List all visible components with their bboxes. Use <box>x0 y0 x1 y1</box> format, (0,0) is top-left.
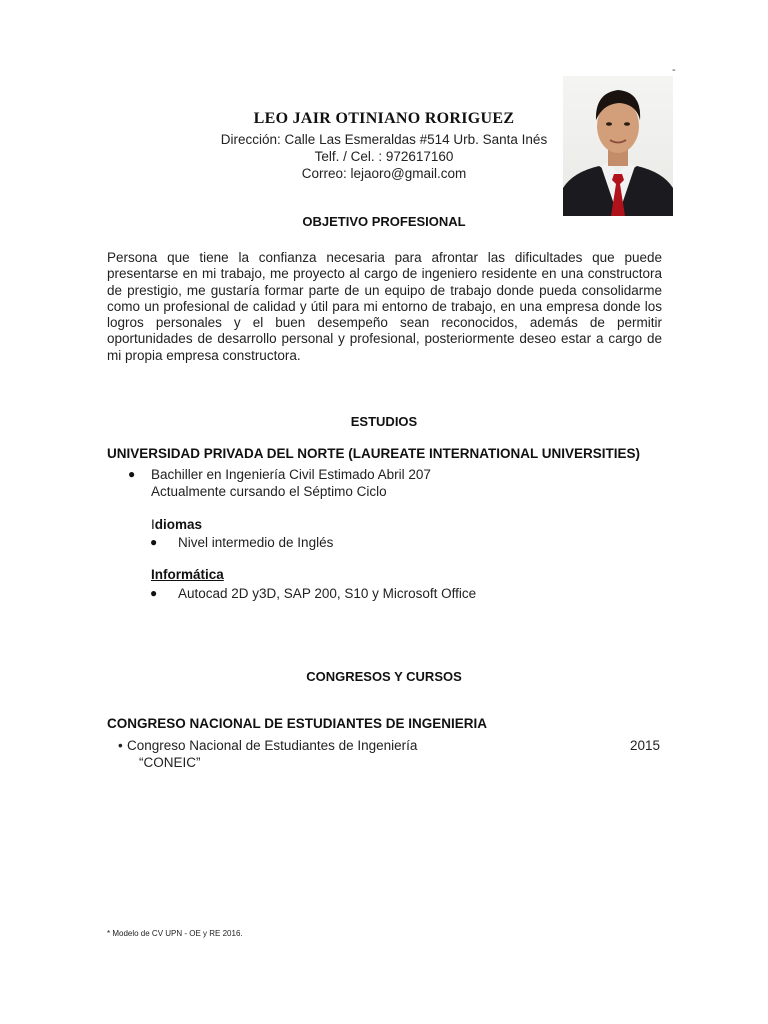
objective-title: OBJETIVO PROFESIONAL <box>302 214 466 229</box>
bullet-icon: ● <box>150 535 158 549</box>
congress-event-title: CONGRESO NACIONAL DE ESTUDIANTES DE INGENIERIA <box>107 716 488 731</box>
congress-item-name: Congreso Nacional de Estudiantes de Ingeniería <box>127 738 418 753</box>
degree-item <box>151 466 431 500</box>
congress-item <box>127 737 417 771</box>
contact-header <box>200 110 568 182</box>
languages-title <box>151 517 202 532</box>
degree-line: Bachiller en Ingeniería Civil Estimado Abril 207 <box>151 467 431 482</box>
footnote: * Modelo de CV UPN - OE y RE 2016. <box>107 929 243 938</box>
university-name: UNIVERSIDAD PRIVADA DEL NORTE (LAUREATE INTERNATIONAL UNIVERSITIES) <box>107 446 641 461</box>
current-cycle-line: Actualmente cursando el Séptimo Ciclo <box>151 484 387 499</box>
address-line: Dirección: Calle Las Esmeraldas #514 Urb. Santa Inés <box>220 132 548 147</box>
corner-mark: - <box>672 64 676 76</box>
languages-item: Nivel intermedio de Inglés <box>178 535 334 550</box>
languages-title-initial: I <box>151 517 155 532</box>
congress-item-acronym: “CONEIC” <box>139 755 201 770</box>
phone-line: Telf. / Cel. : 972617160 <box>314 149 454 164</box>
objective-text: Persona que tiene la confianza necesaria para afrontar las dificultades que puede presentarse en mi trabajo, me proyecto al cargo de ingeniero residente en una constructora de prestigio, me gustaría formar parte de un equipo de trabajo donde pueda consolidarme como un profesional de calidad y útil para mi entorno de trabajo, en una empresa donde los logros personales y el buen desempeño sean reconocidos, además de permitir oportunidades de desarrollo personal y profesional, posteriormente deseo estar a cargo de mi propia empresa constructora. <box>107 250 662 363</box>
computing-item: Autocad 2D y3D, SAP 200, S10 y Microsoft Office <box>178 586 477 601</box>
candidate-name: LEO JAIR OTINIANO RORIGUEZ <box>253 110 515 127</box>
computing-title: Informática <box>151 567 224 582</box>
bullet-icon: ● <box>128 467 136 481</box>
portrait-image <box>563 76 673 216</box>
studies-title: ESTUDIOS <box>350 414 418 429</box>
congress-bullet-icon: • <box>118 738 123 753</box>
profile-photo <box>563 76 673 216</box>
languages-title-rest: diomas <box>154 517 203 532</box>
bullet-icon: ● <box>150 586 158 600</box>
congresses-title: CONGRESOS Y CURSOS <box>306 669 462 684</box>
congress-year: 2015 <box>630 738 661 753</box>
email-line: Correo: lejaoro@gmail.com <box>301 166 467 181</box>
